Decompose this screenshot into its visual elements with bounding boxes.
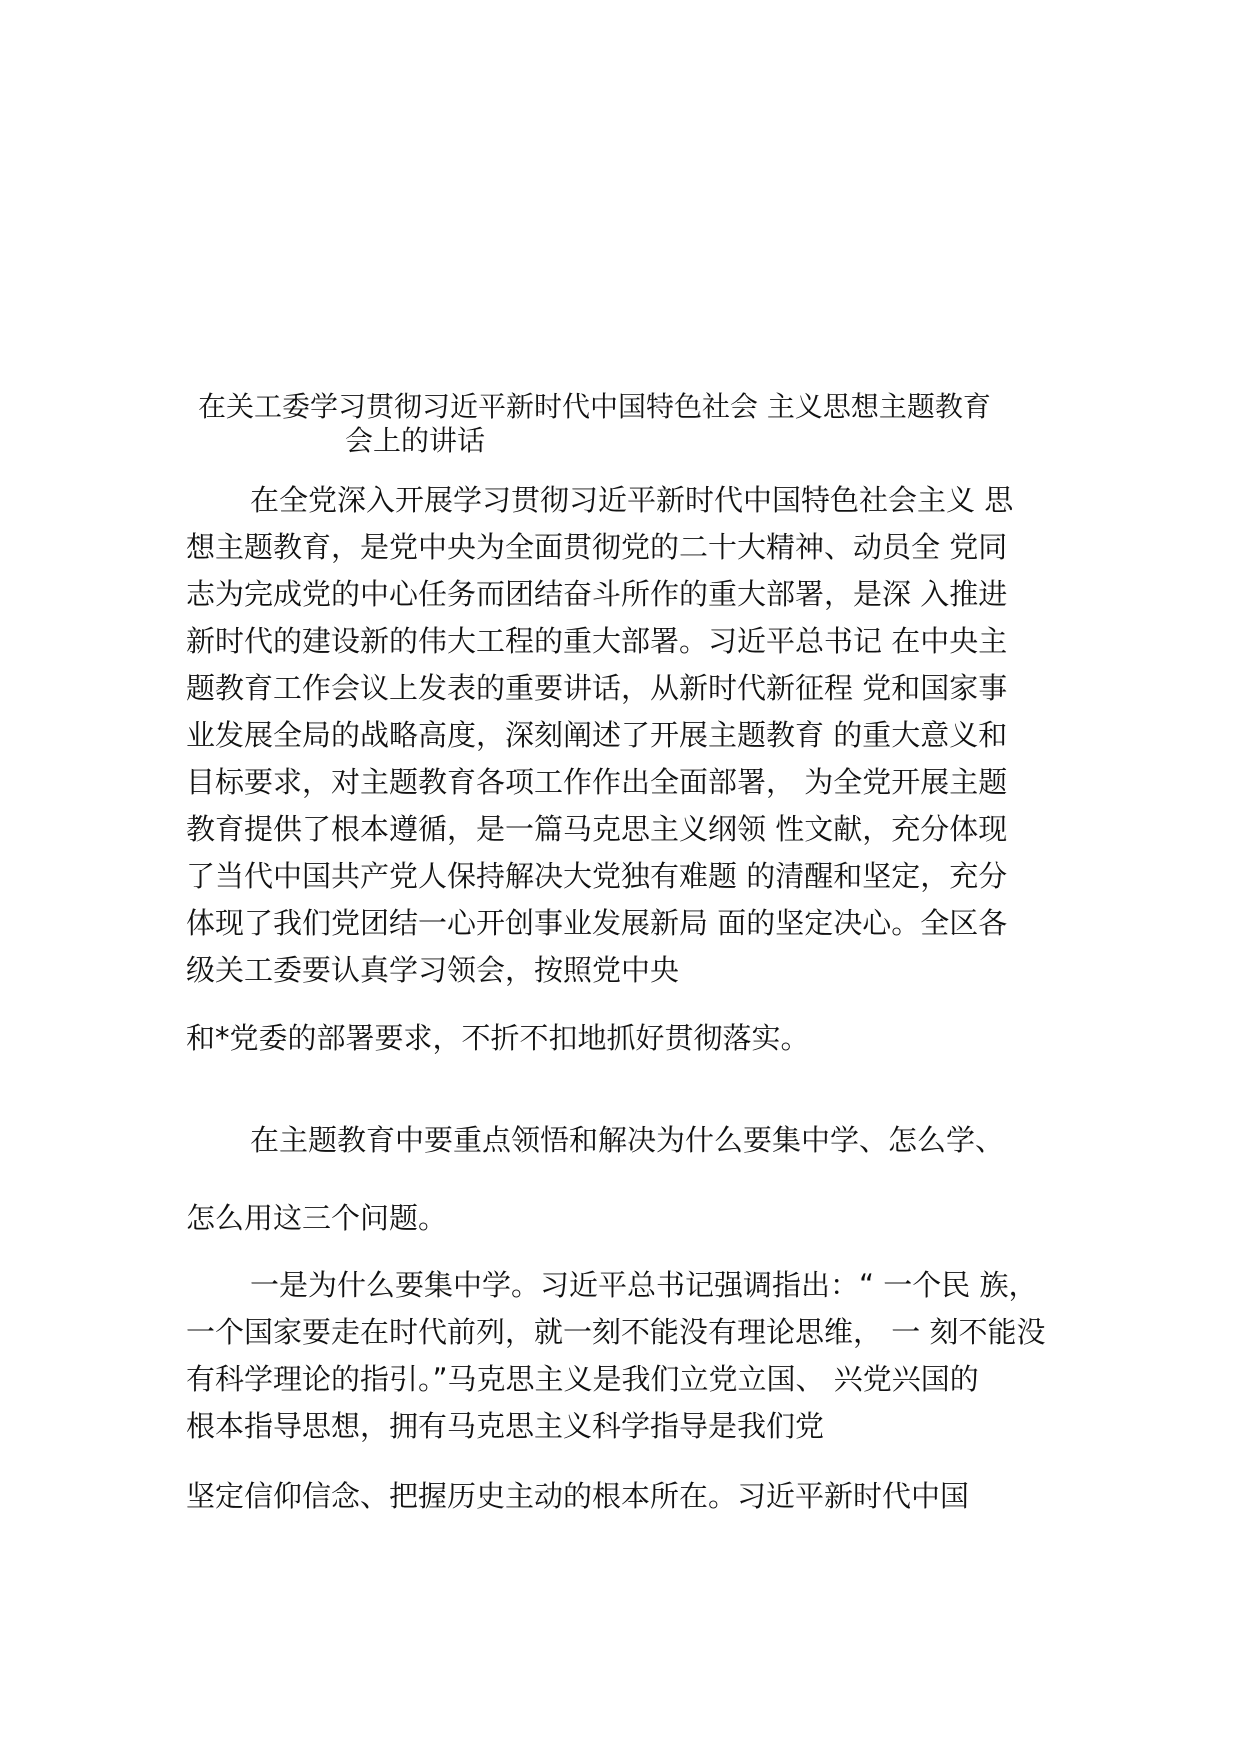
paragraph-1-line-1: 在全党深入开展学习贯彻习近平新时代中国特色社会主义 思 [250,483,1014,517]
paragraph-3-line-1: 在主题教育中要重点领悟和解决为什么要集中学、怎么学、 [250,1123,1005,1157]
paragraph-1-line-11: 级关工委要认真学习领会，按照党中央 [186,953,680,987]
paragraph-2-line-1: 和*党委的部署要求，不折不扣地抓好贯彻落实。 [186,1021,810,1055]
paragraph-4-line-1: 怎么用这三个问题。 [186,1201,448,1235]
paragraph-1-line-6: 业发展全局的战略高度，深刻阐述了开展主题教育 的重大意义和 [186,718,1008,752]
paragraph-1-line-3: 志为完成党的中心任务而团结奋斗所作的重大部署，是深 入推进 [186,577,1008,611]
paragraph-5-line-2: 一个国家要走在时代前列，就一刻不能没有理论思维， 一 刻不能没 [186,1315,1046,1349]
paragraph-5-line-3: 有科学理论的指引。”马克思主义是我们立党立国、 兴党兴国的 [186,1362,979,1396]
paragraph-6-line-1: 坚定信仰信念、把握历史主动的根本所在。习近平新时代中国 [186,1479,970,1513]
paragraph-1-line-7: 目标要求，对主题教育各项工作作出全面部署， 为全党开展主题 [186,765,1008,799]
paragraph-5-line-4: 根本指导思想，拥有马克思主义科学指导是我们党 [186,1409,825,1443]
paragraph-1-line-10: 体现了我们党团结一心开创事业发展新局 面的坚定决心。全区各 [186,906,1008,940]
paragraph-1-line-4: 新时代的建设新的伟大工程的重大部署。习近平总书记 在中央主 [186,624,1008,658]
paragraph-5-line-1: 一是为什么要集中学。习近平总书记强调指出：“ 一个民 族， [250,1268,1038,1302]
paragraph-1-line-8: 教育提供了根本遵循，是一篇马克思主义纲领 性文献，充分体现 [186,812,1008,846]
document-title-line-2: 会上的讲话 [345,424,486,457]
document-title-line-1: 在关工委学习贯彻习近平新时代中国特色社会 主义思想主题教育 [198,390,991,423]
paragraph-1-line-2: 想主题教育，是党中央为全面贯彻党的二十大精神、动员全 党同 [186,530,1008,564]
paragraph-1-line-5: 题教育工作会议上发表的重要讲话，从新时代新征程 党和国家事 [186,671,1008,705]
paragraph-1-line-9: 了当代中国共产党人保持解决大党独有难题 的清醒和坚定，充分 [186,859,1008,893]
